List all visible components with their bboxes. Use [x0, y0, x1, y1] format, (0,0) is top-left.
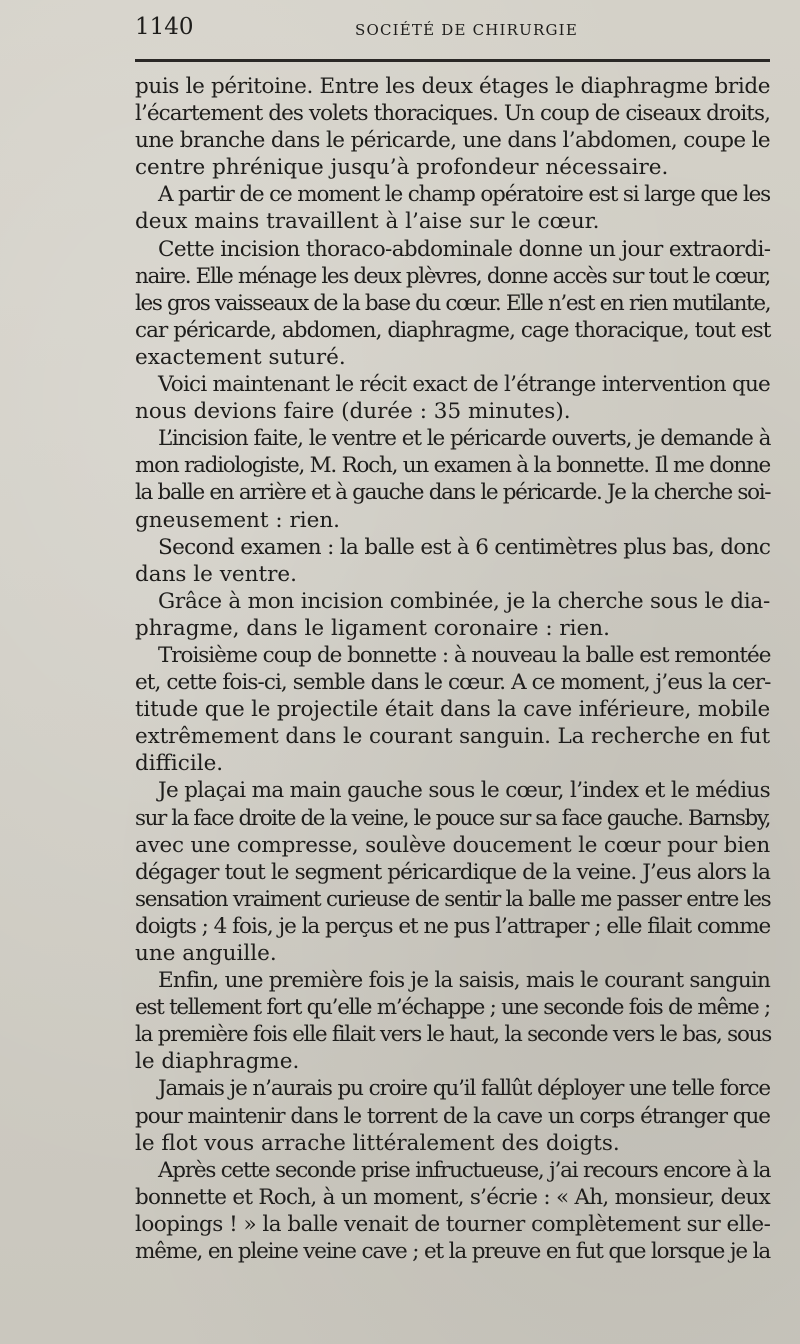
text-line: car péricarde, abdomen, diaphragme, cage thoracique, tout est: [135, 317, 771, 343]
text-line: doigts ; 4 fois, je la perçus et ne pus l’attraper ; elle filait comme: [135, 913, 771, 939]
text-line: exactement suturé.: [135, 344, 346, 370]
text-line: Enfin, une première fois je la saisis, mais le courant sanguin: [158, 968, 771, 994]
text-line: même, en pleine veine cave ; et la preuve en fut que lorsque je la: [135, 1239, 770, 1265]
running-title: SOCIÉTÉ DE CHIRURGIE: [355, 21, 578, 39]
text-line: Après cette seconde prise infructueuse, j’ai recours encore à la: [158, 1157, 771, 1183]
text-line: une anguille.: [135, 941, 277, 966]
text-line: la balle en arrière et à gauche dans le péricarde. Je la cherche soi-: [135, 480, 771, 506]
text-line: gneusement : rien.: [135, 507, 341, 533]
text-line: les gros vaisseaux de la base du cœur. Elle n’est en rien mutilante,: [135, 290, 771, 316]
text-line: Voici maintenant le récit exact de l’étrange intervention que: [158, 372, 770, 398]
text-line: mon radiologiste, M. Roch, un examen à la bonnette. Il me donne: [135, 453, 770, 479]
text-line: est tellement fort qu’elle m’échappe ; une seconde fois de même ;: [135, 995, 770, 1021]
text-line: naire. Elle ménage les deux plèvres, donne accès sur tout le cœur,: [135, 263, 770, 289]
text-line: titude que le projectile était dans la cave inférieure, mobile: [135, 697, 770, 723]
page-number: 1140: [135, 14, 194, 40]
text-line: extrêmement dans le courant sanguin. La recherche en fut: [135, 724, 770, 750]
header-rule: [135, 59, 770, 62]
text-line: la première fois elle filait vers le haut, la seconde vers le bas, sous: [135, 1022, 771, 1048]
text-line: puis le péritoine. Entre les deux étages le diaphragme bride: [135, 74, 771, 99]
text-line: Je plaçai ma main gauche sous le cœur, l’index et le médius: [158, 778, 770, 804]
text-line: difficile.: [135, 751, 224, 777]
text-line: et, cette fois-ci, semble dans le cœur. A ce moment, j’eus la cer-: [135, 670, 771, 696]
text-line: Grâce à mon incision combinée, je la cherche sous le dia-: [158, 588, 770, 614]
text-line: une branche dans le péricarde, une dans l’abdomen, coupe le: [135, 128, 770, 154]
text-line: Jamais je n’aurais pu croire qu’il fallût déployer une telle force: [158, 1076, 771, 1102]
text-line: L’incision faite, le ventre et le péricarde ouverts, je demande à: [158, 426, 771, 452]
body-text: [135, 73, 770, 1265]
text-line: centre phrénique jusqu’à profondeur nécessaire.: [135, 155, 669, 181]
text-line: pour maintenir dans le torrent de la cave un corps étranger que: [135, 1103, 770, 1129]
text-line: deux mains travaillent à l’aise sur le cœur.: [135, 209, 600, 235]
text-line: sensation vraiment curieuse de sentir la balle me passer entre les: [135, 886, 771, 912]
text-line: sur la face droite de la veine, le pouce sur sa face gauche. Barnsby,: [135, 805, 770, 831]
text-line: dégager tout le segment péricardique de la veine. J’eus alors la: [135, 859, 770, 885]
text-line: Cette incision thoraco-abdominale donne un jour extraordi-: [158, 236, 771, 262]
text-line: l’écartement des volets thoraciques. Un coup de ciseaux droits,: [135, 101, 770, 127]
text-line: avec une compresse, soulève doucement le cœur pour bien: [135, 832, 770, 858]
page-header: [135, 14, 770, 48]
text-line: dans le ventre.: [135, 561, 297, 587]
text-line: A partir de ce moment le champ opératoire est si large que les: [158, 182, 770, 208]
text-line: loopings ! » la balle venait de tourner complètement sur elle-: [135, 1211, 771, 1237]
text-line: Troisième coup de bonnette : à nouveau la balle est remontée: [158, 642, 771, 668]
text-line: bonnette et Roch, à un moment, s’écrie : « Ah, monsieur, deux: [135, 1184, 770, 1210]
text-line: phragme, dans le ligament coronaire : rien.: [135, 615, 610, 641]
text-line: Second examen : la balle est à 6 centimètres plus bas, donc: [158, 534, 771, 560]
text-line: nous devions faire (durée : 35 minutes).: [135, 399, 571, 425]
text-line: le flot vous arrache littéralement des doigts.: [135, 1130, 620, 1156]
text-line: le diaphragme.: [135, 1049, 300, 1075]
